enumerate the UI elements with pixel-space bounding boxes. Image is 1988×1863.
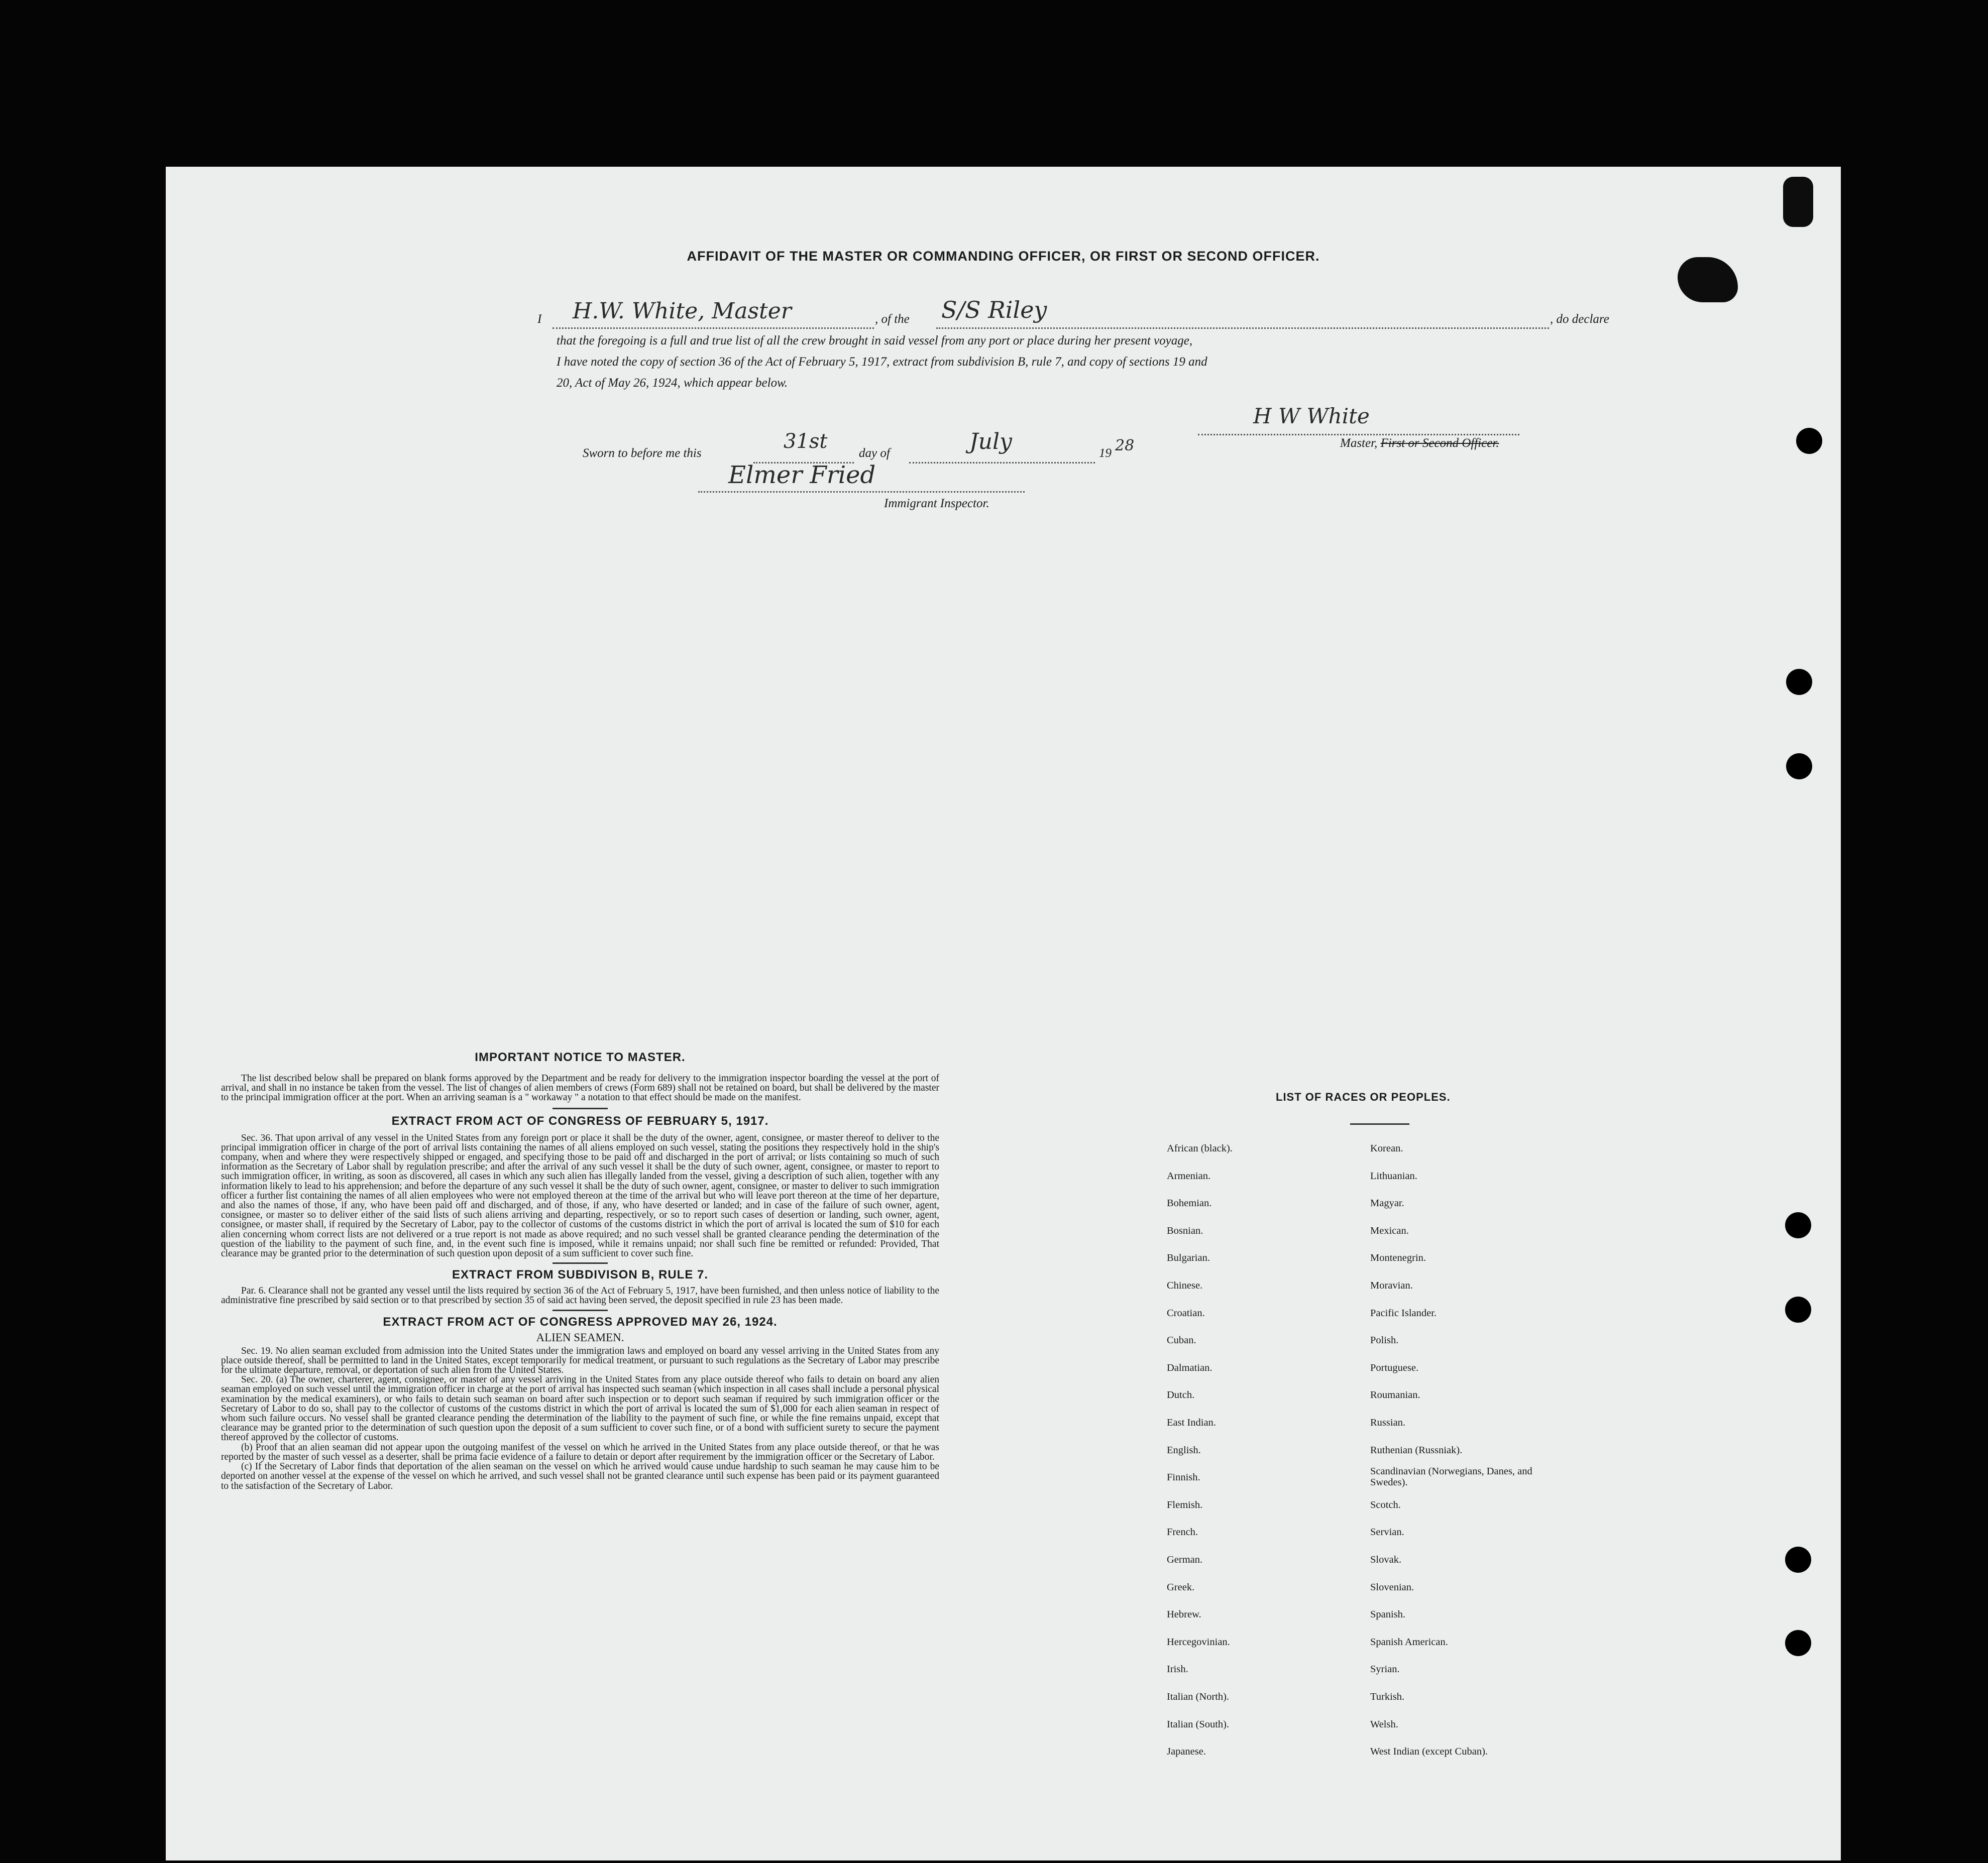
- race-item: East Indian.: [1167, 1417, 1216, 1428]
- extract2-heading: EXTRACT FROM SUBDIVISON B, RULE 7.: [452, 1268, 709, 1282]
- of-the-label: , of the: [875, 312, 910, 326]
- year-prefix: 19: [1099, 446, 1112, 460]
- inspector-label: Immigrant Inspector.: [884, 497, 989, 510]
- affidavit-line2: that the foregoing is a full and true list of all the crew brought in said vessel from any port or place during her present voyage,: [557, 334, 1193, 347]
- sec20a-text: Sec. 20. (a) The owner, charterer, agent, consignee, or master of any vessel arriving in the United States from any place outside thereof who fails to detain on board any alien seaman employed on such vessel until the immigration officer in charge at the port of arrival has inspected such seaman (which inspection in all cases shall include a personal physical examination by the medical examiners), or who fails to detain such seaman on board after such inspection or to deport such seaman if required by such immigration officer or the Secretary of Labor to do so, shall pay to the collector of customs of the customs district in which the port of arrival is located the sum of $1,000 for each alien seaman in respect of whom such failure occurs. No vessel shall be granted clearance pending the determination of the liability to the payment of such fine, or while the fine remains unpaid, except that clearance may be granted prior to the determination of such question upon the deposit of a sum sufficient to cover such fine, or of a bond with sufficient surety to secure the payment thereof approved by the collector of customs.: [221, 1374, 939, 1443]
- punch-hole: [1786, 669, 1812, 695]
- punch-hole: [1786, 753, 1812, 779]
- race-item: Dalmatian.: [1167, 1362, 1212, 1373]
- race-item: Korean.: [1370, 1143, 1403, 1154]
- race-item: Italian (South).: [1167, 1718, 1230, 1730]
- race-item: African (black).: [1167, 1143, 1233, 1154]
- notice-text: The list described below shall be prepared on blank forms approved by the Department and be ready for delivery to the immigration inspector boarding the vessel at the port of arrival, and shall in no instance be taken from the vessel. The list of changes of alien members of crews (Form 689) shall not be retained on board, but shall be delivered by the master to the principal immigration officer at the port. When an arriving seaman is a " workaway " a notation to that effect should be made on the manifest.: [221, 1073, 939, 1103]
- race-item: Slovenian.: [1370, 1581, 1414, 1593]
- ink-stain: [1783, 177, 1813, 227]
- race-item: Pacific Islander.: [1370, 1307, 1437, 1319]
- extract2-text: Par. 6. Clearance shall not be granted any vessel until the lists required by section 36 of the Act of February 5, 1917, have been furnished, and then unless notice of liability to the administrative fine prescribed by said section or to that prescribed by section 35 of said act having been served, the deposit specified in rule 23 has been made.: [221, 1286, 939, 1306]
- extract1-text: Sec. 36. That upon arrival of any vessel in the United States from any foreign port or place it shall be the duty of the owner, agent, consignee, or master thereof to deliver to the principal immigration officer in charge of the port of arrival lists containing the names of all aliens employed on such vessel, stating the positions they respectively hold in the ship's company, when and where they were respectively shipped or engaged, and specifying those to be paid off and discharged in the port of arrival; or lists containing so much of such information as the Secretary of Labor shall by regulation prescribe; and after the arrival of any such vessel it shall be the duty of such owner, agent, consignee, or master to report to such immigration officer, in writing, as soon as discovered, all cases in which any such alien has illegally landed from the vessel, giving a description of such alien, together with any information likely to lead to his apprehension; and before the departure of any such vessel it shall be the duty of such owner, agent, consignee, or master to deliver to such immigration officer a further list containing the names of all alien employees who were not employed thereon at the time of the arrival but who will leave port thereon at the time of her departure, and also the names of those, if any, who have been paid off and discharged, and of those, if any, who have deserted or landed; and in case of the failure of such owner, agent, consignee, or master so to deliver either of the said lists of such aliens arriving and departing, respectively, or so to report such cases of desertion or landing, such owner, agent, consignee, or master shall, if required by the Secretary of Labor, pay to the collector of customs of the customs district in which the port of arrival is located the sum of $10 for each alien concerning whom correct lists are not delivered or a true report is not made as above required; and no such vessel shall be granted clearance pending the determination of the question of the liability to the payment of such fine, and, in the event such fine is imposed, while it remains unpaid; nor shall such fine be remitted or refunded: Provided, That clearance may be granted prior to the determination of such question upon deposit of a sum sufficient to cover such fine.: [221, 1132, 939, 1259]
- divider: [553, 1262, 608, 1264]
- race-item: Spanish.: [1370, 1609, 1406, 1620]
- race-item: Syrian.: [1370, 1664, 1400, 1675]
- race-item: French.: [1167, 1527, 1198, 1538]
- punch-hole: [1785, 1212, 1811, 1238]
- race-item: Irish.: [1167, 1664, 1188, 1675]
- punch-hole: [1785, 1630, 1811, 1656]
- punch-hole: [1796, 428, 1822, 454]
- race-item: West Indian (except Cuban).: [1370, 1746, 1488, 1758]
- race-item: Bohemian.: [1167, 1198, 1212, 1209]
- race-item: Chinese.: [1167, 1280, 1203, 1291]
- affidavit-i: I: [537, 312, 542, 326]
- master-officer-label: [1340, 434, 1499, 453]
- race-item: Russian.: [1370, 1417, 1406, 1428]
- race-item: Lithuanian.: [1370, 1170, 1417, 1182]
- divider: [553, 1108, 608, 1109]
- divider: [1350, 1123, 1409, 1125]
- race-item: Servian.: [1370, 1527, 1404, 1538]
- vessel-line: [936, 296, 1549, 329]
- races-heading: LIST OF RACES OR PEOPLES.: [1276, 1091, 1451, 1103]
- sworn-label: Sworn to before me this: [583, 446, 702, 460]
- race-item: Dutch.: [1167, 1389, 1195, 1401]
- race-item: Bosnian.: [1167, 1225, 1203, 1236]
- race-item: Scandinavian (Norwegians, Danes, and Swedes).: [1370, 1466, 1532, 1488]
- race-item: Spanish American.: [1370, 1636, 1448, 1648]
- day-handwriting: 31st: [784, 430, 828, 453]
- race-item: Montenegrin.: [1370, 1252, 1426, 1264]
- year-handwriting: 28: [1115, 437, 1135, 454]
- race-item: Scotch.: [1370, 1499, 1401, 1510]
- race-item: Polish.: [1370, 1335, 1399, 1346]
- race-item: Finnish.: [1167, 1472, 1200, 1483]
- race-item: Flemish.: [1167, 1499, 1203, 1510]
- inspector-signature-line: [698, 461, 1025, 493]
- master-signature: H W White: [1253, 404, 1370, 428]
- affidavit-title: AFFIDAVIT OF THE MASTER OR COMMANDING OFFICER, OR FIRST OR SECOND OFFICER.: [687, 249, 1320, 264]
- race-item: Moravian.: [1370, 1280, 1413, 1291]
- affidavit-line4: 20, Act of May 26, 1924, which appear below.: [557, 376, 788, 390]
- race-item: German.: [1167, 1554, 1203, 1565]
- affidavit-line3: I have noted the copy of section 36 of the Act of February 5, 1917, extract from subdivision B, rule 7, and copy of sections 19 and: [557, 355, 1207, 369]
- notice-column: [221, 1051, 939, 1491]
- race-item: Mexican.: [1370, 1225, 1409, 1236]
- extract3-heading: EXTRACT FROM ACT OF CONGRESS APPROVED MAY 26, 1924.: [383, 1315, 778, 1329]
- race-item: Italian (North).: [1167, 1691, 1230, 1702]
- inspector-signature: Elmer Fried: [728, 461, 876, 489]
- vessel-handwriting: S/S Riley: [941, 296, 1047, 323]
- race-item: Slovak.: [1370, 1554, 1402, 1565]
- race-item: Magyar.: [1370, 1198, 1404, 1209]
- race-item: Ruthenian (Russniak).: [1370, 1444, 1463, 1456]
- sec19-text: Sec. 19. No alien seaman excluded from admission into the United States under the immigration laws and employed on board any vessel arriving in the United States from any place outside thereof, shall be permitted to land in the United States, except temporarily for medical treatment, or pursuant to such regulations as the Secretary of Labor may prescribe for the ultimate departure, removal, or deportation of such alien from the United States.: [221, 1345, 939, 1376]
- month-line: [909, 429, 1095, 463]
- race-item: Hercegovinian.: [1167, 1636, 1230, 1648]
- notice-heading: IMPORTANT NOTICE TO MASTER.: [475, 1051, 686, 1064]
- do-declare-label: , do declare: [1550, 312, 1609, 326]
- master-signature-line: [1198, 404, 1519, 435]
- month-handwriting: July: [969, 429, 1012, 454]
- race-item: Croatian.: [1167, 1307, 1205, 1319]
- race-item: Turkish.: [1370, 1691, 1405, 1702]
- race-item: Roumanian.: [1370, 1389, 1420, 1401]
- punch-hole: [1785, 1547, 1811, 1573]
- declarant-handwriting: H.W. White, Master: [573, 298, 792, 324]
- day-line: [753, 430, 854, 463]
- sec20c-text: (c) If the Secretary of Labor finds that deportation of the alien seaman on the vessel on which he arrived would cause undue hardship to such seaman he may cause him to be deported on another vessel at the expense of the vessel on which he arrived, and such vessel shall not be granted clearance until such expense has been paid or its payment guaranteed to the satisfaction of the Secretary of Labor.: [221, 1461, 939, 1491]
- extract1-heading: EXTRACT FROM ACT OF CONGRESS OF FEBRUARY 5, 1917.: [391, 1114, 769, 1128]
- race-item: Greek.: [1167, 1581, 1195, 1593]
- alien-seamen-subheading: ALIEN SEAMEN.: [536, 1331, 624, 1344]
- first-second-officer-struck: First or Second Officer.: [1380, 436, 1499, 450]
- race-item: Cuban.: [1167, 1335, 1196, 1346]
- race-item: Portuguese.: [1370, 1362, 1419, 1373]
- day-of-label: day of: [859, 446, 890, 460]
- sec20b-text: (b) Proof that an alien seaman did not appear upon the outgoing manifest of the vessel on which he arrived in the United States from any place outside thereof, or that he was reported by the master of such vessel as a deserter, shall be prima facie evidence of a failure to detain or deport after requirement by the immigration officer or the Secretary of Labor.: [221, 1442, 939, 1462]
- master-label: Master,: [1340, 436, 1378, 450]
- race-item: Hebrew.: [1167, 1609, 1201, 1620]
- race-item: Bulgarian.: [1167, 1252, 1210, 1264]
- punch-hole: [1785, 1297, 1811, 1323]
- race-item: Armenian.: [1167, 1170, 1211, 1182]
- document-page: [166, 167, 1841, 1860]
- declarant-line: [553, 298, 874, 329]
- race-item: Japanese.: [1167, 1746, 1206, 1758]
- race-item: Welsh.: [1370, 1718, 1398, 1730]
- race-item: English.: [1167, 1444, 1201, 1456]
- divider: [553, 1310, 608, 1311]
